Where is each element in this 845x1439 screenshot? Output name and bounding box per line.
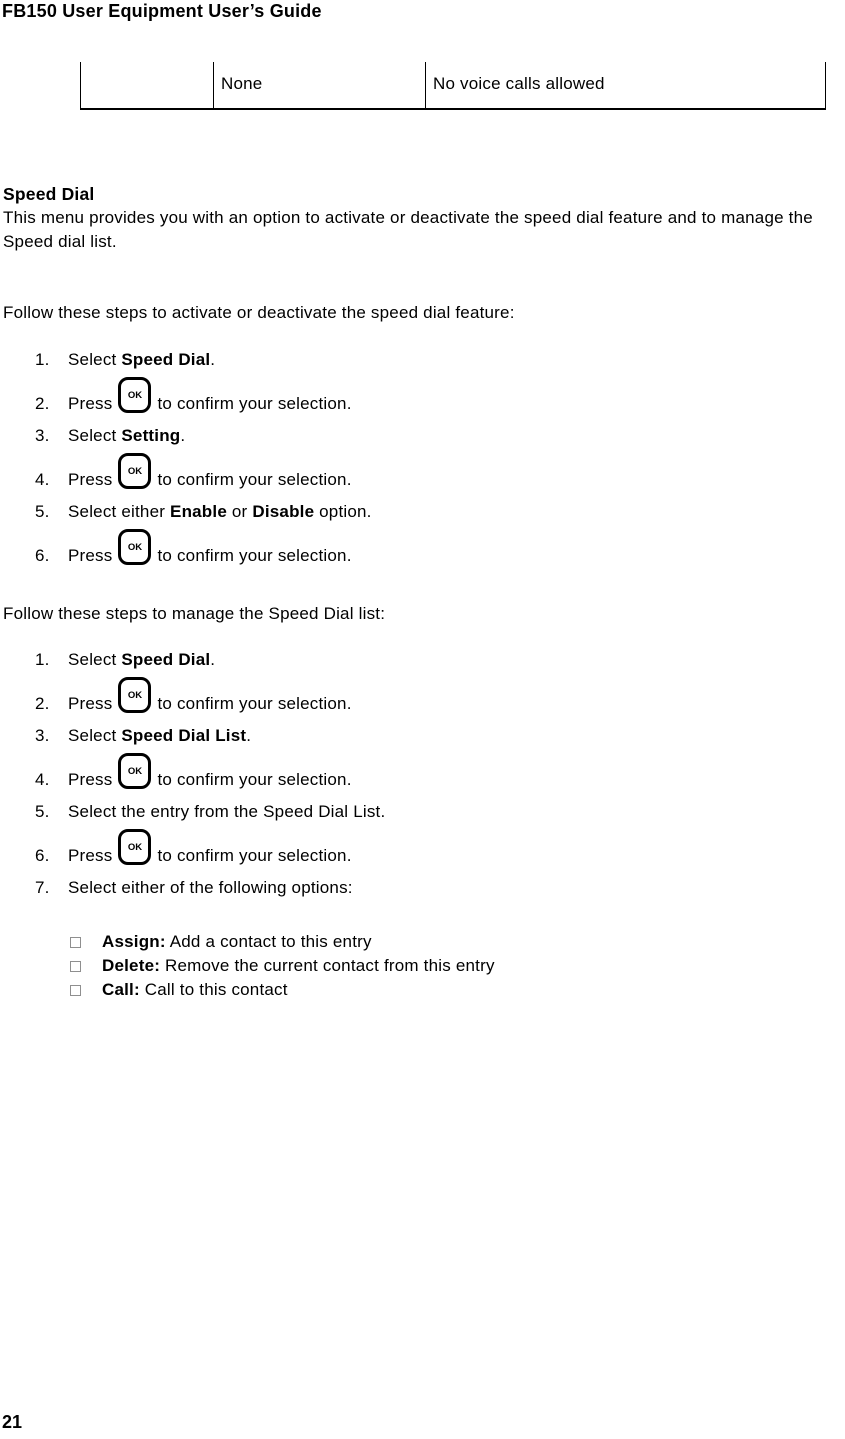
list-step: [35, 802, 795, 821]
step-plain-text: option.: [314, 502, 372, 521]
option-label: Delete:: [102, 956, 161, 975]
step-text: [68, 802, 385, 821]
step-bold-term: Speed Dial: [121, 350, 211, 369]
section-intro-paragraph: This menu provides you with an option to activate or deactivate the speed dial feature and to manage the Speed dial list.: [3, 208, 813, 251]
step-number: 2.: [35, 394, 50, 413]
step-text-pre: Press: [68, 846, 113, 865]
manage-steps-lead: Follow these steps to manage the Speed Dial list:: [3, 604, 386, 623]
list-step: [35, 377, 795, 413]
step-number: 4.: [35, 470, 50, 489]
list-step: [35, 453, 795, 489]
step-plain-text: .: [180, 426, 186, 445]
list-step: [35, 350, 795, 369]
option-label: Call:: [102, 980, 140, 999]
step-plain-text: Select the entry from the Speed Dial List.: [68, 802, 386, 821]
step-number: 1.: [35, 350, 50, 369]
step-text-pre: Press: [68, 770, 113, 789]
ok-key-icon: OK: [118, 829, 151, 865]
step-number: 7.: [35, 878, 50, 897]
square-bullet-icon: [70, 985, 81, 996]
table-cell-value: None: [213, 62, 425, 108]
step-text-pre: Press: [68, 546, 113, 565]
table-row-fragment: [80, 62, 826, 110]
activate-steps-list: [35, 350, 795, 565]
step-text: [68, 650, 215, 669]
option-label: Assign:: [102, 932, 166, 951]
page-number: 21: [2, 1412, 23, 1432]
list-step: [35, 529, 795, 565]
table-cell-description: No voice calls allowed: [425, 62, 826, 108]
list-step: [35, 753, 795, 789]
step-text: [68, 502, 372, 521]
step-number: 6.: [35, 846, 50, 865]
step-text: [68, 426, 185, 445]
step-text-post: to confirm your selection.: [157, 846, 352, 865]
options-bullet-list: [70, 930, 770, 1002]
step-number: 1.: [35, 650, 50, 669]
step-text-post: to confirm your selection.: [157, 694, 352, 713]
step-plain-text: .: [246, 726, 252, 745]
step-bold-term: Disable: [252, 502, 315, 521]
step-plain-text: Select either: [68, 502, 171, 521]
step-number: 5.: [35, 802, 50, 821]
ok-key-icon: OK: [118, 377, 151, 413]
option-item: [70, 930, 770, 954]
step-plain-text: Select: [68, 426, 122, 445]
step-text-post: to confirm your selection.: [157, 394, 352, 413]
step-text: [68, 726, 251, 745]
step-text: [68, 878, 353, 897]
ok-key-icon: OK: [118, 677, 151, 713]
ok-key-icon: OK: [118, 753, 151, 789]
step-number: 3.: [35, 726, 50, 745]
step-text-pre: Press: [68, 470, 113, 489]
step-plain-text: Select either of the following options:: [68, 878, 353, 897]
option-item: [70, 978, 770, 1002]
list-step: [35, 829, 795, 865]
document-header: FB150 User Equipment User’s Guide: [2, 1, 322, 21]
step-plain-text: or: [226, 502, 253, 521]
step-bold-term: Enable: [170, 502, 227, 521]
step-plain-text: .: [210, 350, 216, 369]
option-description: Remove the current contact from this entry: [160, 956, 495, 975]
manage-steps-list: [35, 650, 795, 897]
step-bold-term: Speed Dial List: [121, 726, 247, 745]
list-step: [35, 650, 795, 669]
step-text-post: to confirm your selection.: [157, 770, 352, 789]
step-bold-term: Setting: [121, 426, 181, 445]
square-bullet-icon: [70, 961, 81, 972]
list-step: [35, 878, 795, 897]
table-cell-empty: [80, 62, 213, 108]
step-text-post: to confirm your selection.: [157, 546, 352, 565]
section-title: Speed Dial: [3, 184, 95, 204]
activate-steps-lead: Follow these steps to activate or deactivate the speed dial feature:: [3, 303, 515, 322]
step-number: 5.: [35, 502, 50, 521]
step-plain-text: Select: [68, 726, 122, 745]
option-item: [70, 954, 770, 978]
square-bullet-icon: [70, 937, 81, 948]
step-text: [68, 350, 215, 369]
step-number: 2.: [35, 694, 50, 713]
step-plain-text: Select: [68, 350, 122, 369]
step-plain-text: Select: [68, 650, 122, 669]
step-text-post: to confirm your selection.: [157, 470, 352, 489]
step-plain-text: .: [210, 650, 216, 669]
step-number: 6.: [35, 546, 50, 565]
step-text-pre: Press: [68, 694, 113, 713]
list-step: [35, 677, 795, 713]
step-number: 4.: [35, 770, 50, 789]
ok-key-icon: OK: [118, 453, 151, 489]
list-step: [35, 502, 795, 521]
step-number: 3.: [35, 426, 50, 445]
list-step: [35, 726, 795, 745]
step-bold-term: Speed Dial: [121, 650, 211, 669]
step-text-pre: Press: [68, 394, 113, 413]
list-step: [35, 426, 795, 445]
ok-key-icon: OK: [118, 529, 151, 565]
option-description: Call to this contact: [139, 980, 288, 999]
option-description: Add a contact to this entry: [165, 932, 372, 951]
